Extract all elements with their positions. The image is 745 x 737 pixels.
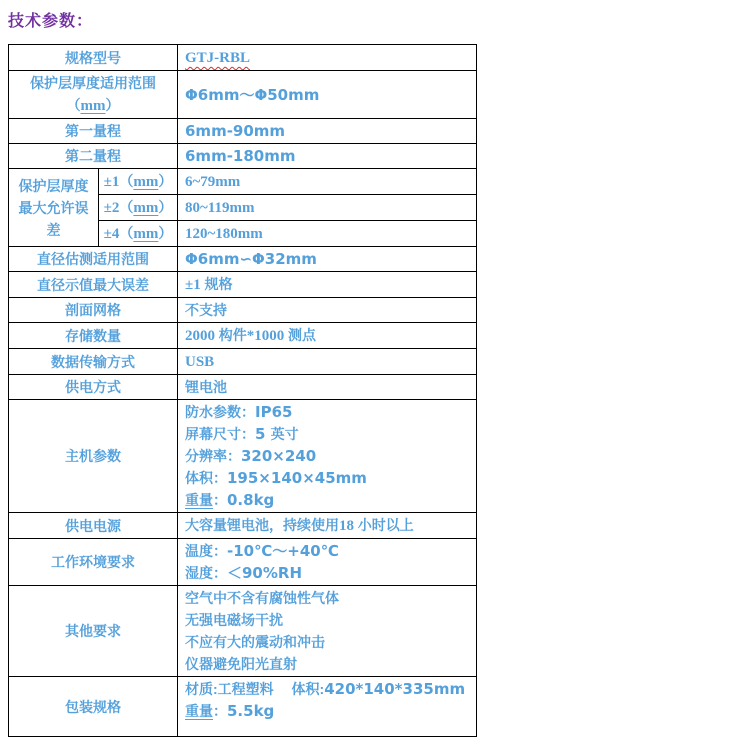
cell-line: [13, 145, 173, 167]
cell-line: [185, 145, 472, 167]
text-segment: ）: [158, 199, 173, 215]
text-segment: 大容量锂电池，持续使用: [185, 517, 339, 533]
text-segment: （: [66, 97, 81, 113]
text-segment: 5: [255, 425, 271, 443]
cell-line: [185, 562, 472, 584]
text-segment: 体积：: [185, 470, 227, 486]
page-title: 技术参数：: [8, 13, 94, 30]
cell-line: [185, 678, 472, 700]
text-segment: 其他要求: [65, 623, 121, 639]
text-segment: *1000: [246, 328, 288, 344]
cell-line: [13, 175, 94, 241]
text-segment: 测点: [288, 327, 316, 343]
text-segment: 防水参数：: [185, 404, 255, 420]
spec-label-cell: [9, 169, 99, 247]
text-segment: 剖面网格: [65, 302, 121, 318]
cell-line: [13, 299, 173, 321]
spec-value-cell: [178, 539, 477, 586]
cell-line: [13, 376, 173, 398]
spec-label-cell: [9, 375, 178, 400]
cell-line: [185, 700, 472, 722]
cell-line: [13, 274, 173, 296]
text-segment: Φ6mm～Φ50mm: [185, 85, 320, 104]
cell-line: [185, 299, 472, 321]
cell-line: [185, 84, 472, 106]
spec-table: [8, 44, 477, 737]
cell-line: [185, 46, 472, 69]
text-segment: 保护层厚度最大允许误差: [18, 177, 89, 238]
text-segment: （: [119, 173, 134, 189]
spec-label-cell: [9, 513, 178, 539]
spec-label-cell: [9, 45, 178, 71]
text-segment: 构件: [218, 327, 247, 343]
text-segment: 供电电源: [65, 517, 121, 534]
cell-line: [185, 222, 472, 245]
spec-value-cell: [178, 71, 477, 119]
spec-label-cell: [9, 323, 178, 349]
cell-line: [13, 47, 173, 69]
text-segment: 规格: [204, 276, 233, 292]
text-segment: 数据传输方式: [51, 353, 135, 370]
spec-value-cell: [178, 677, 477, 737]
spec-label-cell: [9, 586, 178, 677]
spec-value-cell: [178, 144, 477, 169]
spec-row: [9, 677, 477, 737]
text-segment: 0.8kg: [227, 491, 275, 509]
text-segment: 保护层厚度适用范围: [30, 75, 156, 91]
text-segment: 屏幕尺寸：: [185, 426, 255, 442]
cell-line: [185, 120, 472, 142]
cell-line: [185, 653, 472, 675]
spec-row: [9, 586, 477, 677]
spec-value-cell: [178, 195, 477, 221]
spec-subkey-cell: [99, 195, 178, 221]
cell-line: [185, 324, 472, 347]
text-segment: 小时以上: [357, 517, 414, 533]
cell-line: [13, 120, 173, 142]
text-segment: 6mm-90mm: [185, 122, 286, 140]
spec-value-cell: [178, 45, 477, 71]
text-segment: 第一量程: [65, 123, 121, 139]
spec-value-cell: [178, 375, 477, 400]
text-segment: 温度：: [185, 543, 227, 559]
cell-line: [13, 351, 173, 373]
text-segment: 120~180mm: [185, 226, 263, 242]
cell-line: [185, 196, 472, 219]
text-segment: 不应有大的震动和冲击: [185, 634, 325, 650]
text-segment: ：: [213, 703, 227, 719]
cell-line: [185, 248, 472, 270]
text-segment: mm: [133, 226, 159, 242]
spec-value-cell: [178, 119, 477, 144]
text-segment: ±4: [103, 226, 120, 242]
cell-line: [13, 515, 173, 537]
spec-row: [9, 539, 477, 586]
spec-value-cell: [178, 221, 477, 247]
spec-subkey-cell: [99, 169, 178, 195]
text-segment: 重量: [185, 703, 213, 719]
text-segment: 2000: [185, 328, 219, 344]
cell-line: [13, 94, 173, 117]
cell-line: [185, 514, 472, 537]
cell-line: [185, 489, 472, 511]
text-segment: mm: [133, 174, 159, 190]
spec-row: [9, 375, 477, 400]
cell-line: [185, 609, 472, 631]
text-segment: 空气中不含有腐蚀性气体: [185, 590, 339, 606]
text-segment: 195×140×45mm: [227, 469, 367, 487]
text-segment: USB: [185, 354, 215, 370]
text-segment: 6~79mm: [185, 174, 241, 190]
text-segment: 主机参数: [65, 448, 121, 464]
text-segment: 供电方式: [65, 379, 121, 395]
cell-line: [185, 376, 472, 398]
text-segment: 重量: [185, 492, 213, 508]
cell-line: [185, 540, 472, 562]
text-segment: ）: [158, 225, 173, 241]
spec-subkey-cell: [99, 221, 178, 247]
spec-row: [9, 45, 477, 71]
spec-value-cell: [178, 247, 477, 272]
text-segment: ±1: [185, 277, 205, 293]
spec-label-cell: [9, 71, 178, 119]
spec-value-cell: [178, 323, 477, 349]
text-segment: 无强电磁场干扰: [185, 612, 283, 628]
text-segment: 英寸: [270, 426, 299, 442]
spec-row: [9, 71, 477, 119]
cell-line: [13, 325, 173, 347]
text-segment: ＜90%RH: [227, 564, 303, 582]
cell-line: [185, 170, 472, 193]
cell-line: [185, 423, 472, 445]
cell-line: [185, 445, 472, 467]
text-segment: ±2: [103, 200, 120, 216]
cell-line: [13, 620, 173, 642]
spec-label-cell: [9, 298, 178, 323]
text-segment: 直径估测适用范围: [37, 251, 149, 267]
text-segment: ）: [158, 173, 173, 189]
spec-row: [9, 247, 477, 272]
spec-label-cell: [9, 272, 178, 298]
cell-line: [185, 350, 472, 373]
text-segment: IP65: [255, 403, 293, 421]
text-segment: 材质:工程塑料 体积:: [185, 681, 325, 697]
spec-label-cell: [9, 539, 178, 586]
spec-row: [9, 323, 477, 349]
spec-value-cell: [178, 586, 477, 677]
text-segment: 420*140*335mm: [324, 680, 466, 698]
spec-row: [9, 144, 477, 169]
spec-row: [9, 400, 477, 513]
spec-row: [9, 349, 477, 375]
cell-line: [185, 467, 472, 489]
text-segment: ）: [105, 97, 120, 113]
cell-line: [103, 170, 173, 193]
cell-line: [13, 551, 173, 573]
text-segment: 湿度：: [185, 565, 227, 581]
cell-line: [103, 196, 173, 219]
text-segment: GTJ-RBL: [185, 50, 251, 66]
text-segment: 存储数量: [65, 327, 121, 344]
spec-row: [9, 272, 477, 298]
cell-line: [185, 401, 472, 423]
spec-label-cell: [9, 144, 178, 169]
text-segment: 包装规格: [65, 698, 121, 715]
spec-value-cell: [178, 349, 477, 375]
text-segment: 工作环境要求: [51, 554, 135, 570]
text-segment: （: [119, 199, 134, 215]
text-segment: mm: [133, 200, 159, 216]
text-segment: -10℃～+40℃: [227, 542, 339, 560]
cell-line: [185, 631, 472, 653]
cell-line: [185, 587, 472, 609]
text-segment: ：: [213, 492, 227, 508]
spec-row: [9, 298, 477, 323]
text-segment: 320×240: [241, 447, 317, 465]
spec-row: [9, 119, 477, 144]
text-segment: 6mm-180mm: [185, 147, 296, 165]
text-segment: （: [119, 225, 134, 241]
text-segment: Φ6mm∽Φ32mm: [185, 250, 317, 268]
spec-value-cell: [178, 298, 477, 323]
spec-row: [9, 513, 477, 539]
text-segment: 仪器避免阳光直射: [185, 656, 297, 672]
text-segment: mm: [80, 98, 106, 114]
text-segment: 80~119mm: [185, 200, 255, 216]
spec-value-cell: [178, 169, 477, 195]
text-segment: 锂电池: [185, 379, 227, 395]
text-segment: 第二量程: [65, 148, 121, 164]
spec-label-cell: [9, 247, 178, 272]
text-segment: 直径示值最大误差: [37, 276, 149, 293]
spec-label-cell: [9, 349, 178, 375]
spec-label-cell: [9, 400, 178, 513]
spec-value-cell: [178, 272, 477, 298]
cell-line: [13, 72, 173, 94]
text-segment: ±1: [103, 174, 120, 190]
text-segment: 规格型号: [65, 49, 121, 66]
cell-line: [13, 696, 173, 718]
spec-label-cell: [9, 119, 178, 144]
text-segment: 5.5kg: [227, 702, 275, 720]
spec-label-cell: [9, 677, 178, 737]
text-segment: 不支持: [185, 302, 227, 318]
spec-value-cell: [178, 513, 477, 539]
text-segment: 18: [339, 518, 358, 534]
spec-row: [9, 169, 477, 195]
cell-line: [185, 273, 472, 296]
text-segment: 分辨率：: [185, 448, 241, 464]
cell-line: [103, 222, 173, 245]
spec-table-body: [9, 45, 477, 737]
cell-line: [13, 248, 173, 270]
cell-line: [13, 445, 173, 467]
spec-value-cell: [178, 400, 477, 513]
